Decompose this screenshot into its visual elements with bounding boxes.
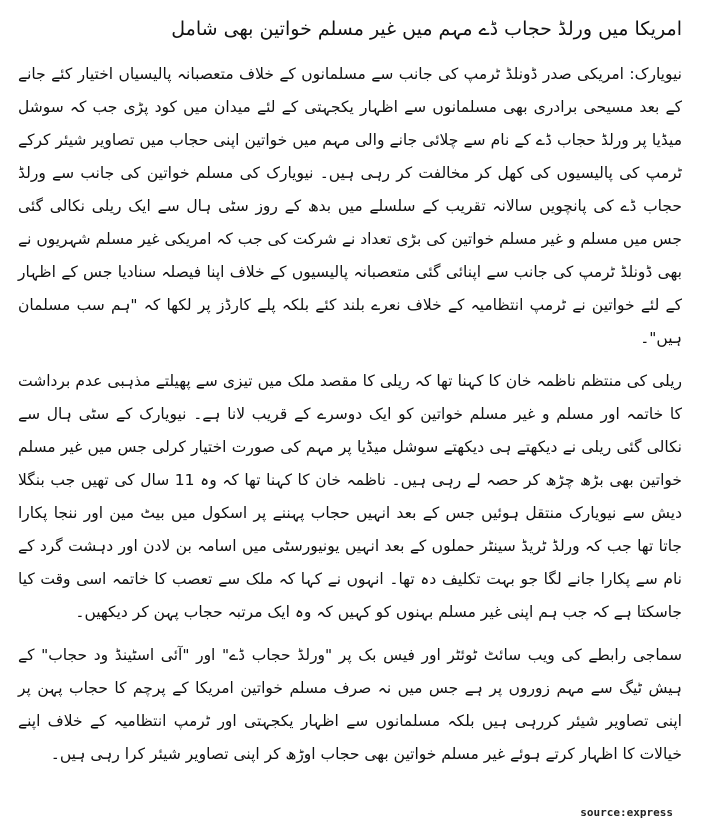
article-paragraph-3: سماجی رابطے کی ویب سائٹ ٹوئٹر اور فیس بک پر "ورلڈ حجاب ڈے" اور "آئی اسٹینڈ ود حجاب" کے ہیش ٹیگ سے مہم زوروں پر ہے جس میں نہ صرف مسلم خواتین امریکا کے پرچم کا حجاب پہن پر اپنی تصاویر شیئر کررہی ہیں بلکہ مسلمانوں سے اظہار یکجہتی اور ٹرمپ انتظامیہ کے خلاف اپنے خیالات کا اظہار کرتے ہوئے غیر مسلم خواتین بھی حجاب اوڑھ کر اپنی تصاویر شیئر کرا رہی ہیں۔ [18, 646, 682, 763]
article-headline: امریکا میں ورلڈ حجاب ڈے مہم میں غیر مسلم خواتین بھی شامل [171, 18, 682, 40]
source-credit: source:express [580, 806, 673, 819]
article-body [18, 14, 682, 781]
article-paragraph-1: نیویارک: امریکی صدر ڈونلڈ ٹرمپ کی جانب سے مسلمانوں کے خلاف متعصبانہ پالیسیاں اختیار کئے جانے کے بعد مسیحی برادری بھی مسلمانوں سے اظہار یکجہتی کے لئے میدان میں کود پڑی جب کہ سوشل میڈیا پر ورلڈ حجاب ڈے کے نام سے چلائی جانے والی مہم میں خواتین اپنی حجاب میں تصاویر شیئر کرکے ٹرمپ کی پالیسیوں کی کھل کر مخالفت کر رہی ہیں۔ نیویارک کی مسلم خواتین کی جانب سے ورلڈ حجاب ڈے کی پانچویں سالانہ تقریب کے سلسلے میں بدھ کے روز سٹی ہال سے ایک ریلی نکالی گئی جس میں مسلم و غیر مسلم خواتین کی بڑی تعداد نے شرکت کی جب کہ امریکی غیر مسلم شہریوں نے بھی ڈونلڈ ٹرمپ کی جانب سے اپنائی گئی متعصبانہ پالیسیوں کے خلاف اپنا فیصلہ سنادیا جس کے اظہار کے لئے خواتین نے ٹرمپ انتظامیہ کے خلاف نعرے بلند کئے بلکہ پلے کارڈز پر لکھا کہ "ہم سب مسلمان ہیں"۔ [18, 65, 682, 347]
article-paragraph-2: ریلی کی منتظم ناظمہ خان کا کہنا تھا کہ ریلی کا مقصد ملک میں تیزی سے پھیلتے مذہبی عدم برداشت کا خاتمہ اور مسلم و غیر مسلم خواتین کو ایک دوسرے کے قریب لانا ہے۔ نیویارک کے سٹی ہال سے نکالی گئی ریلی نے دیکھتے ہی دیکھتے سوشل میڈیا پر مہم کی صورت اختیار کرلی جس میں غیر مسلم خواتین بھی بڑھ چڑھ کر حصہ لے رہی ہیں۔ ناظمہ خان کا کہنا تھا کہ وہ 11 سال کی تھیں جب بنگلا دیش سے نیویارک منتقل ہوئیں جس کے بعد انہیں حجاب پہننے پر اسکول میں بیٹ مین اور ننجا پکارا جاتا تھا جب کہ ورلڈ ٹریڈ سینٹر حملوں کے بعد انہیں یونیورسٹی میں اسامہ بن لادن اور دہشت گرد کے نام سے پکارا جانے لگا جو بہت تکلیف دہ تھا۔ انہوں نے کہا کہ ملک سے تعصب کا خاتمہ اسی وقت کیا جاسکتا ہے کہ جب ہم اپنی غیر مسلم بہنوں کو کہیں کہ وہ ایک مرتبہ حجاب پہن کر دیکھیں۔ [18, 372, 682, 621]
